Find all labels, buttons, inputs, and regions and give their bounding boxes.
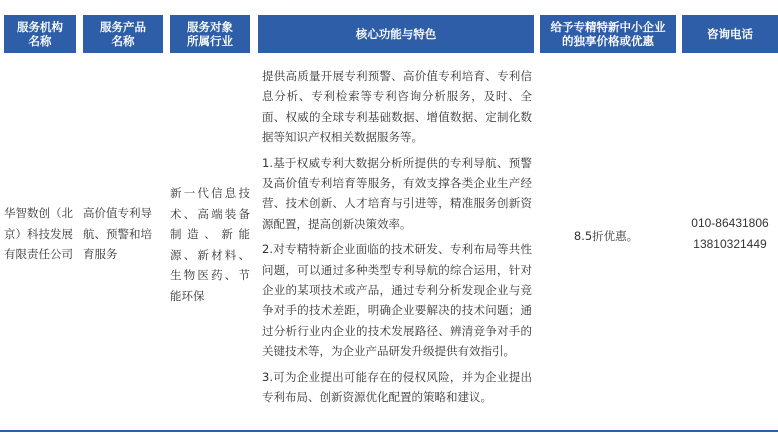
phone-cell [682, 213, 778, 255]
table-bottom-rule [0, 430, 778, 432]
header-industry: 服务对象 所属行业 [170, 15, 250, 53]
product-name-cell: 高价值专利导航、预警和培育服务 [83, 206, 152, 261]
features-point-2: 2.对专精特新企业面临的技术研发、专利布局等共性问题，可以通过多种类型专利导航的综合运用，针对企业的某项技术或产品，通过专利分析发现企业与竞争对手的技术差距，明确企业要解决的技术问题；通过分析行业内企业的技术发展路径、辨清竞争对手的关键技术等，为企业产品研发升级提供有效指引。 [262, 242, 532, 359]
features-point-1: 1.基于权威专利大数据分析所提供的专利导航、预警及高价值专利培育等服务，有效支撑各类企业生产经营、技术创新、人才培育与引进等，精准服务创新资源配置，提高创新决策效率。 [262, 155, 532, 231]
price-cell: 8.5折优惠。 [573, 229, 639, 243]
header-price: 给予专精特新中小企业 的独享价格或优惠 [540, 15, 676, 53]
org-name-cell: 华智数创（北京）科技发展有限责任公司 [4, 206, 73, 261]
header-features: 核心功能与特色 [258, 15, 534, 53]
phone-landline: 010-86431806 [691, 216, 769, 230]
header-phone: 咨询电话 [682, 15, 778, 53]
features-point-3: 3.可为企业提出可能存在的侵权风险，并为企业提出专利布局、创新资源优化配置的策略和建议。 [262, 369, 532, 405]
industry-cell: 新一代信息技术、高端装备制造、新能源、新材料、生物医药、节能环保 [170, 186, 250, 303]
phone-mobile: 13810321449 [693, 237, 767, 251]
header-product-name: 服务产品 名称 [83, 15, 163, 53]
features-cell [262, 66, 532, 413]
features-intro: 提供高质量开展专利预警、高价值专利培育、专利信息分析、专利检索等专利咨询分析服务，及时、全面、权威的全球专利基础数据、增值数据、定制化数据等知识产权相关数据服务等。 [262, 69, 532, 145]
header-org-name: 服务机构 名称 [4, 15, 76, 53]
